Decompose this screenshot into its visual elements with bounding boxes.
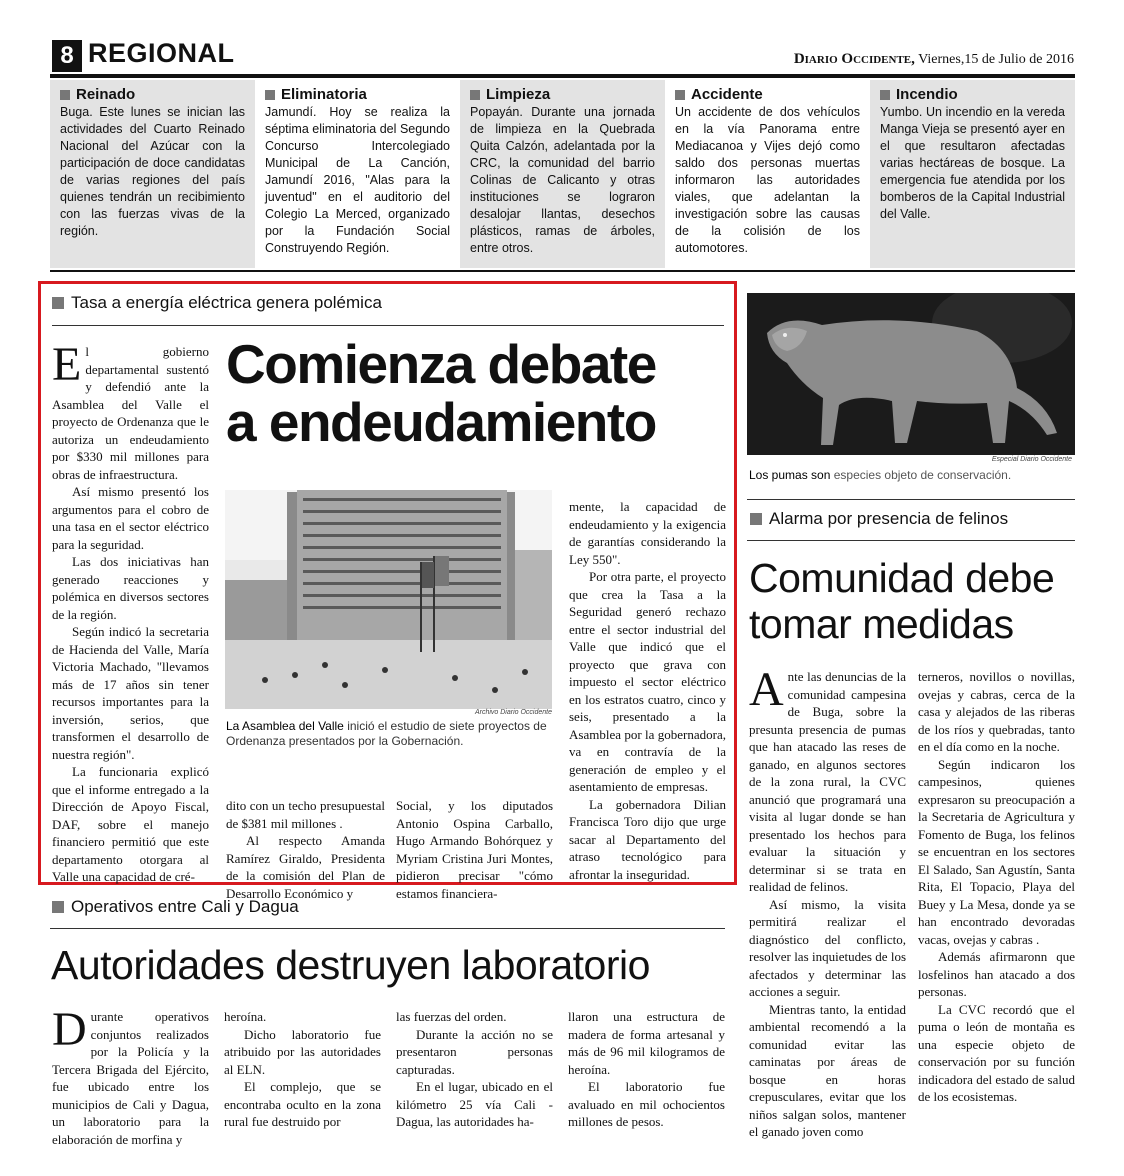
bottom-col-2: heroína. Dicho laboratorio fue atribuido por las autoridades al ELN. El complejo, que se encontraba oculto en la zona rural fue destruido por <box>224 1009 381 1129</box>
publication-name: Diario Occidente, <box>793 51 915 67</box>
section-rule <box>747 499 1075 500</box>
photo-caption: Los pumas son especies objeto de conservación. <box>749 468 1012 482</box>
page-number: 8 <box>52 40 82 72</box>
kicker-rule <box>52 325 724 326</box>
photo-credit: Archivo Diario Occidente <box>474 709 552 716</box>
brief-title: Reinado <box>76 86 136 103</box>
brief-reinado <box>50 80 255 268</box>
main-headline: Comienza debate a endeudamiento <box>226 333 656 453</box>
brief-title: Limpieza <box>486 86 551 103</box>
main-col-1: El gobierno departamental sustentó y defendió ante la Asamblea del Valle el proyecto de Ordenanza que le autoriza un endeudamiento por $330 mil millones para obras de infraestructura. Así mismo presentó los argumentos para el cobro de una tasa en el sector eléctrico para la seguridad. Las dos iniciativas han generado reacciones y polémica en diversos sectores de la región. Según indicó la secretaria de Hacienda del Valle, María Victoria Machado, "llevamos más de 17 años sin tener recursos importantes para la inversión, serios, que transformen el desarrollo de nuestra región". La funcionaria explicó que el informe entregado a la Dirección de Apoyo Fiscal, DAF, sobre el manejo financiero permitió que este departamento otorgara al Valle una capacidad de cré- <box>52 338 209 884</box>
bottom-col-1: Durante operativos conjuntos realizados por la Policía y la Tercera Brigada del Ejército, fue ubicado entre los municipios de Cali y Dagua, un laboratorio para la elaboración de morfina y <box>52 1003 209 1147</box>
briefs-rule <box>50 270 1075 272</box>
kicker-rule <box>747 540 1075 541</box>
square-bullet-icon <box>750 513 762 525</box>
brief-eliminatoria <box>255 80 460 268</box>
brief-limpieza <box>460 80 665 268</box>
bottom-kicker: Operativos entre Cali y Dagua <box>52 897 299 917</box>
square-bullet-icon <box>265 90 275 100</box>
photo-credit: Especial Diario Occidente <box>991 456 1072 463</box>
square-bullet-icon <box>880 90 890 100</box>
brief-title: Accidente <box>691 86 763 103</box>
square-bullet-icon <box>52 901 64 913</box>
brief-title: Incendio <box>896 86 958 103</box>
square-bullet-icon <box>52 297 64 309</box>
brief-text: Buga. Este lunes se inician las actividades del Cuarto Reinado Nacional del Azúcar con la participación de doce candidatas de varias regiones del país quienes tendrán un recibimiento con las fuerzas vivas de la región. <box>60 105 245 238</box>
briefs-band <box>50 80 1075 268</box>
drop-cap: A <box>749 663 784 716</box>
brief-incendio <box>870 80 1075 268</box>
square-bullet-icon <box>60 90 70 100</box>
brief-text: Yumbo. Un incendio en la vereda Manga Vieja se presentó ayer en el que resultaron afectadas varias hectáreas de bosque. La emergencia fue atendida por los bomberos de la Capital Industrial del Valle. <box>880 105 1065 221</box>
main-col-2: dito con un techo presupuestal de $381 mil millones . Al respecto Amanda Ramírez Giraldo, Presidenta de la comisión del Plan de Desarrollo Económico y <box>226 798 385 901</box>
brief-text: Un accidente de dos vehículos en la vía Panorama entre Mediacanoa y Vijes dejó como saldo dos personas muertas informaron las autoridades viales, que adelantan la investigación sobre las causas de la colisión de los automotores. <box>675 105 860 255</box>
square-bullet-icon <box>470 90 480 100</box>
side-col-1: Ante las denuncias de la comunidad campesina de Buga, sobre la presunta presencia de pumas que han atacado las reses de ganado, en algunos sectores de la zona rural, la CVC anunció que programará una visita al lugar donde se han presentado los hechos para evaluar la situación y determinar si se trata en realidad de felinos. Así mismo, la visita permitirá realizar el diagnóstico del conflicto, resolver las inquietudes de los afectados y determinar las acciones a seguir. Mientras tanto, la entidad ambiental recomendó a la comunidad evitar las caminatas por áreas de bosque en horas crepusculares, evitar que los niños salgan solos, mantener el ganado joven como <box>749 663 906 1139</box>
header-rule <box>50 74 1075 78</box>
assembly-building-photo <box>225 490 552 709</box>
side-kicker: Alarma por presencia de felinos <box>750 509 1008 529</box>
bottom-headline: Autoridades destruyen laboratorio <box>51 942 650 988</box>
masthead-line <box>794 51 1074 68</box>
bottom-col-4: llaron una estructura de madera de forma artesanal y más de 96 mil kilogramos de heroína. El laboratorio fue avaluado en mil ochocientos millones de pesos. <box>568 1009 725 1129</box>
brief-accidente <box>665 80 870 268</box>
side-col-2: terneros, novillos o novillas, ovejas y cabras, cerca de la casa y alejados de las riberas de los ríos y quebradas, tanto en el día como en la noche. Según indicaron los campesinos, quienes expresaron su preocupación a la Secretaria de Agricultura y Fomento de Buga, los felinos se encuentran en los sectores El Salado, San Agustín, Santa Rita, El Topacio, Playa del Buey y La Mesa, donde ya se han encontrado devoradas vacas, ovejas y cabras . Además afirmaronn que losfelinos han atacado a dos personas. La CVC recordó que el puma o león de montaña es una especie objeto de conservación por su función indicadora del estado de salud de los ecosistemas. <box>918 669 1075 1104</box>
brief-text: Popayán. Durante una jornada de limpieza en la Quebrada Quita Calzón, adelantada por la CRC, la comunidad del barrio Colinas de Calicanto y otras instituciones se lograron desalojar llantas, desechos plásticos, ramas de árboles, entre otros. <box>470 105 655 255</box>
main-col-4: mente, la capacidad de endeudamiento y la exigencia de garantías considerando la Ley 550". Por otra parte, el proyecto que crea la Tasa a la Seguridad generó rechazo entre el sector industrial del Valle que indicó que el proyecto que grava con impuesto el sector eléctrico en los estratos cuatro, cinco y seis, presentado a la Asamblea por la gobernadora, va en contravía de la generación de empleo y el asentamiento de empresas. La gobernadora Dilian Francisca Toro dijo que urge sacar al Departamento del atraso tecnológico para afrontar la inseguridad. <box>569 499 726 882</box>
puma-photo <box>747 293 1075 455</box>
issue-date: Viernes,15 de Julio de 2016 <box>918 52 1074 67</box>
drop-cap: E <box>52 338 82 391</box>
main-col-3: Social, y los diputados Antonio Ospina Carballo, Hugo Armando Bohórquez y Myriam Cristina Juri Montes, pidieron precisar "cómo estamos financiera- <box>396 798 553 901</box>
brief-text: Jamundí. Hoy se realiza la séptima eliminatoria del Segundo Concurso Intercolegiado Municipal de La Canción, Jamundí 2016, "Alas para la juventud" en el auditorio del Colegio La Merced, organizado por la Fundación Social Construyendo Región. <box>265 105 450 255</box>
main-kicker: Tasa a energía eléctrica genera polémica <box>52 293 382 313</box>
drop-cap: D <box>52 1003 87 1056</box>
brief-title: Eliminatoria <box>281 86 367 103</box>
square-bullet-icon <box>675 90 685 100</box>
bottom-col-3: las fuerzas del orden. Durante la acción no se presentaron personas capturadas. En el lugar, ubicado en el kilómetro 25 vía Cali - Dagua, las autoridades ha- <box>396 1009 553 1129</box>
kicker-rule <box>50 928 725 929</box>
side-headline: Comunidad debe tomar medidas <box>749 555 1055 647</box>
section-title: REGIONAL <box>88 38 235 68</box>
photo-caption: La Asamblea del Valle inició el estudio de siete proyectos de Ordenanza presentados por la Gobernación. <box>226 719 547 748</box>
